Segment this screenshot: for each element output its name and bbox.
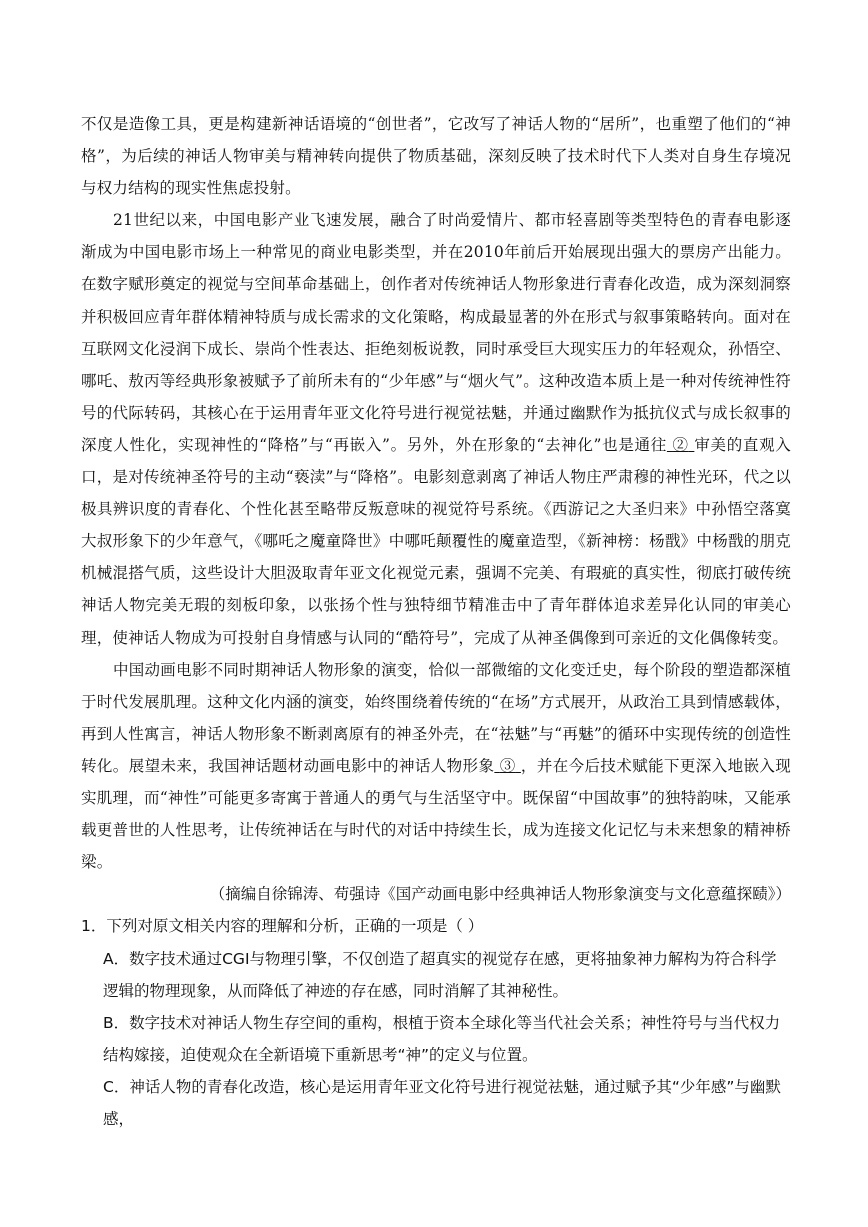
passage-body	[81, 108, 791, 1135]
option-c: C．神话人物的青春化改造，核心是运用青年亚文化符号进行视觉祛魅，通过赋予其“少年感”与幽默感，	[103, 1078, 781, 1129]
question-stem: 1．下列对原文相关内容的理解和分析，正确的一项是（ ）	[81, 917, 484, 936]
option-b: B．数字技术对神话人物生存空间的重构，根植于资本全球化等当代社会关系；神性符号与当代权力结构嫁接，迫使观众在全新语境下重新思考“神”的定义与位置。	[103, 1014, 781, 1065]
paragraph-3	[81, 654, 791, 879]
source-citation: （摘编自徐锦涛、苟强诗《国产动画电影中经典神话人物形象演变与文化意蕴探赜》）	[209, 885, 791, 904]
option-a: A．数字技术通过CGI与物理引擎，不仅创造了超真实的视觉存在感，更将抽象神力解构为符合科学逻辑的物理现象，从而降低了神迹的存在感，同时消解了其神秘性。	[103, 950, 777, 1001]
paragraph-3-part-a: 中国动画电影不同时期神话人物形象的演变，恰似一部微缩的文化变迁史，每个阶段的塑造都深植于时代发展肌理。这种文化内涵的演变，始终围绕着传统的“在场”方式展开，从政治工具到情感载体，再到人性寓言，神话人物形象不断剥离原有的神圣外壳，在“祛魅”与“再魅”的循环中实现传统的创造性转化。展望未来，我国神话题材动画电影中的神话人物形象	[81, 660, 791, 775]
paragraph-1: 不仅是造像工具，更是构建新神话语境的“创世者”，它改写了神话人物的“居所”，也重塑了他们的“神格”，为后续的神话人物审美与精神转向提供了物质基础，深刻反映了技术时代下人类对自身生存境况与权力结构的现实性焦虑投射。	[81, 115, 791, 198]
paragraph-2	[81, 204, 791, 653]
paragraph-2-part-b: 审美的直观入口，是对传统神圣符号的主动“亵渎”与“降格”。电影刻意剥离了神话人物庄严肃穆的神性光环，代之以极具辨识度的青春化、个性化甚至略带反叛意味的视觉符号系统。《西游记之大圣归来》中孙悟空落寞大叔形象下的少年意气，《哪吒之魔童降世》中哪吒颠覆性的魔童造型，《新神榜：杨戬》中杨戬的朋克机械混搭气质，这些设计大胆汲取青年亚文化视觉元素，强调不完美、有瑕疵的真实性，彻底打破传统神话人物完美无瑕的刻板印象，以张扬个性与独特细节精准击中了青年群体追求差异化认同的审美心理，使神话人物成为可投射自身情感与认同的“酷符号”，完成了从神圣偶像到可亲近的文化偶像转变。	[81, 435, 792, 647]
blank-2: ②	[672, 435, 689, 454]
paragraph-3-part-b: ，并在今后技术赋能下更深入地嵌入现实肌理，而“神性”可能更多寄寓于普通人的勇气与生活坚守中。既保留“中国故事”的独特韵味，又能承载更普世的人性思考，让传统神话在与时代的对话中持续生长，成为连接文化记忆与未来想象的精神桥梁。	[81, 756, 791, 872]
paragraph-2-part-a: 21世纪以来，中国电影产业飞速发展，融合了时尚爱情片、都市轻喜剧等类型特色的青春电影逐渐成为中国电影市场上一种常见的商业电影类型，并在2010年前后开始展现出强大的票房产出能力。在数字赋形奠定的视觉与空间革命基础上，创作者对传统神话人物形象进行青春化改造，成为深刻洞察并积极回应青年群体精神特质与成长需求的文化策略，构成最显著的外在形式与叙事策略转向。面对在互联网文化浸润下成长、崇尚个性表达、拒绝刻板说教，同时承受巨大现实压力的年轻观众，孙悟空、哪吒、敖丙等经典形象被赋予了前所未有的“少年感”与“烟火气”。这种改造本质上是一种对传统神性符号的代际转码，其核心在于运用青年亚文化符号进行视觉祛魅，并通过幽默作为抵抗仪式与成长叙事的深度人性化，实现神性的“降格”与“再嵌入”。另外，外在形象的“去神化”也是通往	[81, 211, 791, 454]
blank-3: ③	[499, 756, 516, 775]
